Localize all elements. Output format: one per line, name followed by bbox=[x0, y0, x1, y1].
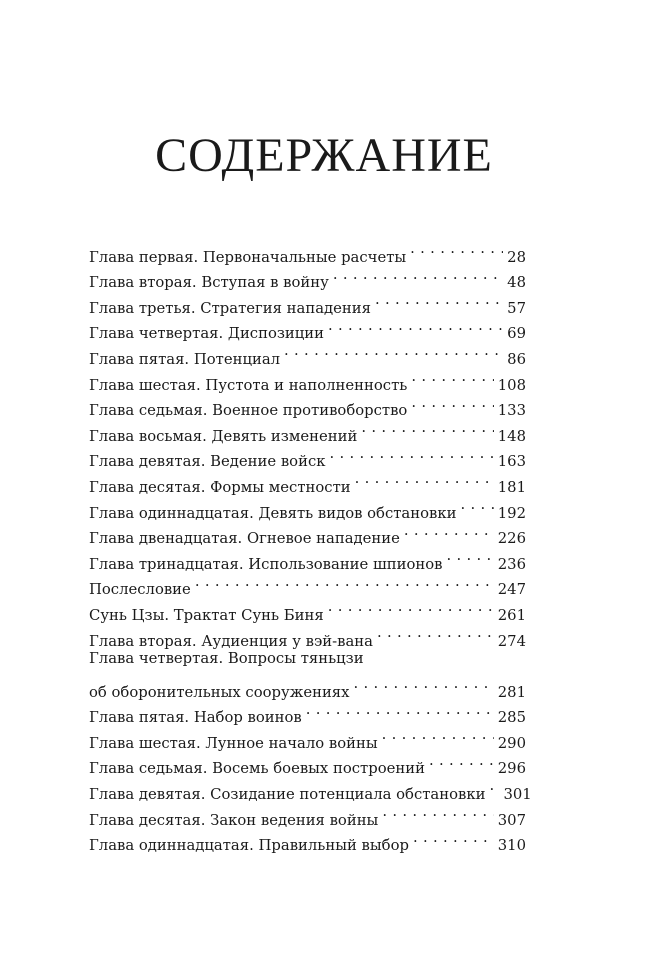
toc-entry-title: Сунь Цзы. Трактат Сунь Биня bbox=[89, 606, 324, 624]
toc-leader-dots bbox=[306, 697, 494, 723]
toc-entry-title: Глава девятая. Ведение войск bbox=[89, 453, 326, 471]
toc-leader-dots bbox=[411, 390, 493, 416]
toc-entry-title: Глава двенадцатая. Огневое нападение bbox=[89, 530, 400, 548]
toc-entry-title: Глава одиннадцатая. Девять видов обстановки bbox=[89, 504, 457, 522]
toc-entry-page-number: 163 bbox=[497, 453, 526, 471]
toc-entry-page-number: 281 bbox=[497, 683, 526, 701]
toc-entry-title: Глава восьмая. Девять изменений bbox=[89, 427, 358, 445]
toc-entry-page-number: 310 bbox=[497, 837, 526, 855]
toc-leader-dots bbox=[429, 748, 494, 774]
toc-leader-dots bbox=[411, 364, 493, 390]
toc-entry-page-number: 274 bbox=[497, 632, 526, 650]
table-of-contents bbox=[89, 236, 532, 855]
toc-leader-dots bbox=[413, 825, 494, 851]
toc-entry-page-number: 307 bbox=[497, 811, 526, 829]
toc-entry-page-number: 192 bbox=[497, 504, 526, 522]
toc-entry-title: Глава седьмая. Военное противоборство bbox=[89, 402, 408, 420]
toc-leader-dots bbox=[328, 594, 494, 620]
toc-leader-dots bbox=[377, 620, 494, 646]
toc-entry-page-number: 301 bbox=[503, 786, 532, 804]
toc-entry-title: Глава вторая. Аудиенция у вэй-вана bbox=[89, 632, 373, 650]
toc-entry-page-number: 296 bbox=[497, 760, 526, 778]
toc-entry-title: Глава десятая. Формы местности bbox=[89, 478, 351, 496]
toc-entry-page-number: 108 bbox=[497, 376, 526, 394]
toc-entry-title: Глава пятая. Потенциал bbox=[89, 350, 281, 368]
toc-entry-page-number: 86 bbox=[507, 350, 526, 368]
toc-entry-title: Глава первая. Первоначальные расчеты bbox=[89, 248, 407, 266]
toc-leader-dots bbox=[375, 287, 503, 313]
page-title: СОДЕРЖАНИЕ bbox=[155, 129, 493, 182]
toc-entry-title: Глава шестая. Лунное начало войны bbox=[89, 734, 378, 752]
toc-entry-title: Глава одиннадцатая. Правильный выбор bbox=[89, 837, 409, 855]
toc-entry bbox=[89, 236, 526, 266]
toc-leader-dots bbox=[410, 236, 503, 262]
toc-leader-dots bbox=[333, 262, 503, 288]
toc-leader-dots bbox=[329, 441, 493, 467]
toc-entry-page-number: 181 bbox=[497, 478, 526, 496]
toc-entry bbox=[89, 671, 526, 701]
toc-entry bbox=[89, 646, 526, 672]
toc-entry-page-number: 57 bbox=[507, 299, 526, 317]
toc-entry-page-number: 48 bbox=[507, 274, 526, 292]
toc-entry-page-number: 247 bbox=[497, 581, 526, 599]
toc-entry-page-number: 148 bbox=[497, 427, 526, 445]
toc-leader-dots bbox=[489, 773, 499, 799]
toc-entry-title: Послесловие bbox=[89, 581, 191, 599]
toc-leader-dots bbox=[195, 569, 494, 595]
toc-leader-dots bbox=[361, 415, 493, 441]
toc-entry-title: Глава седьмая. Восемь боевых построений bbox=[89, 760, 425, 778]
toc-leader-dots bbox=[284, 338, 503, 364]
toc-entry-title: Глава четвертая. Диспозиции bbox=[89, 325, 325, 343]
toc-leader-dots bbox=[382, 722, 494, 748]
toc-leader-dots bbox=[328, 313, 503, 339]
toc-entry-title: Глава девятая. Созидание потенциала обстановки bbox=[89, 786, 486, 804]
toc-entry-title: Глава вторая. Вступая в войну bbox=[89, 274, 329, 292]
toc-leader-dots bbox=[460, 492, 493, 518]
toc-entry-page-number: 290 bbox=[497, 734, 526, 752]
toc-entry-title: Глава тринадцатая. Использование шпионов bbox=[89, 555, 443, 573]
toc-entry-page-number: 133 bbox=[497, 402, 526, 420]
toc-leader-dots bbox=[382, 799, 493, 825]
toc-entry-title: об оборонительных сооружениях bbox=[89, 683, 350, 701]
toc-entry-title: Глава третья. Стратегия нападения bbox=[89, 299, 371, 317]
toc-entry-title: Глава десятая. Закон ведения войны bbox=[89, 811, 379, 829]
toc-entry-page-number: 236 bbox=[497, 555, 526, 573]
toc-entry-title: Глава пятая. Набор воинов bbox=[89, 709, 302, 727]
toc-entry-page-number: 226 bbox=[497, 530, 526, 548]
toc-leader-dots bbox=[354, 671, 494, 697]
toc-entry-page-number: 261 bbox=[497, 606, 526, 624]
toc-entry-page-number: 69 bbox=[507, 325, 526, 343]
toc-entry-title: Глава четвертая. Вопросы тяньцзи bbox=[89, 649, 364, 667]
toc-leader-dots bbox=[404, 518, 494, 544]
toc-entry-page-number: 28 bbox=[507, 248, 526, 266]
toc-entry-title: Глава шестая. Пустота и наполненность bbox=[89, 376, 408, 394]
toc-entry-page-number: 285 bbox=[497, 709, 526, 727]
toc-leader-dots bbox=[355, 466, 494, 492]
toc-leader-dots bbox=[447, 543, 494, 569]
